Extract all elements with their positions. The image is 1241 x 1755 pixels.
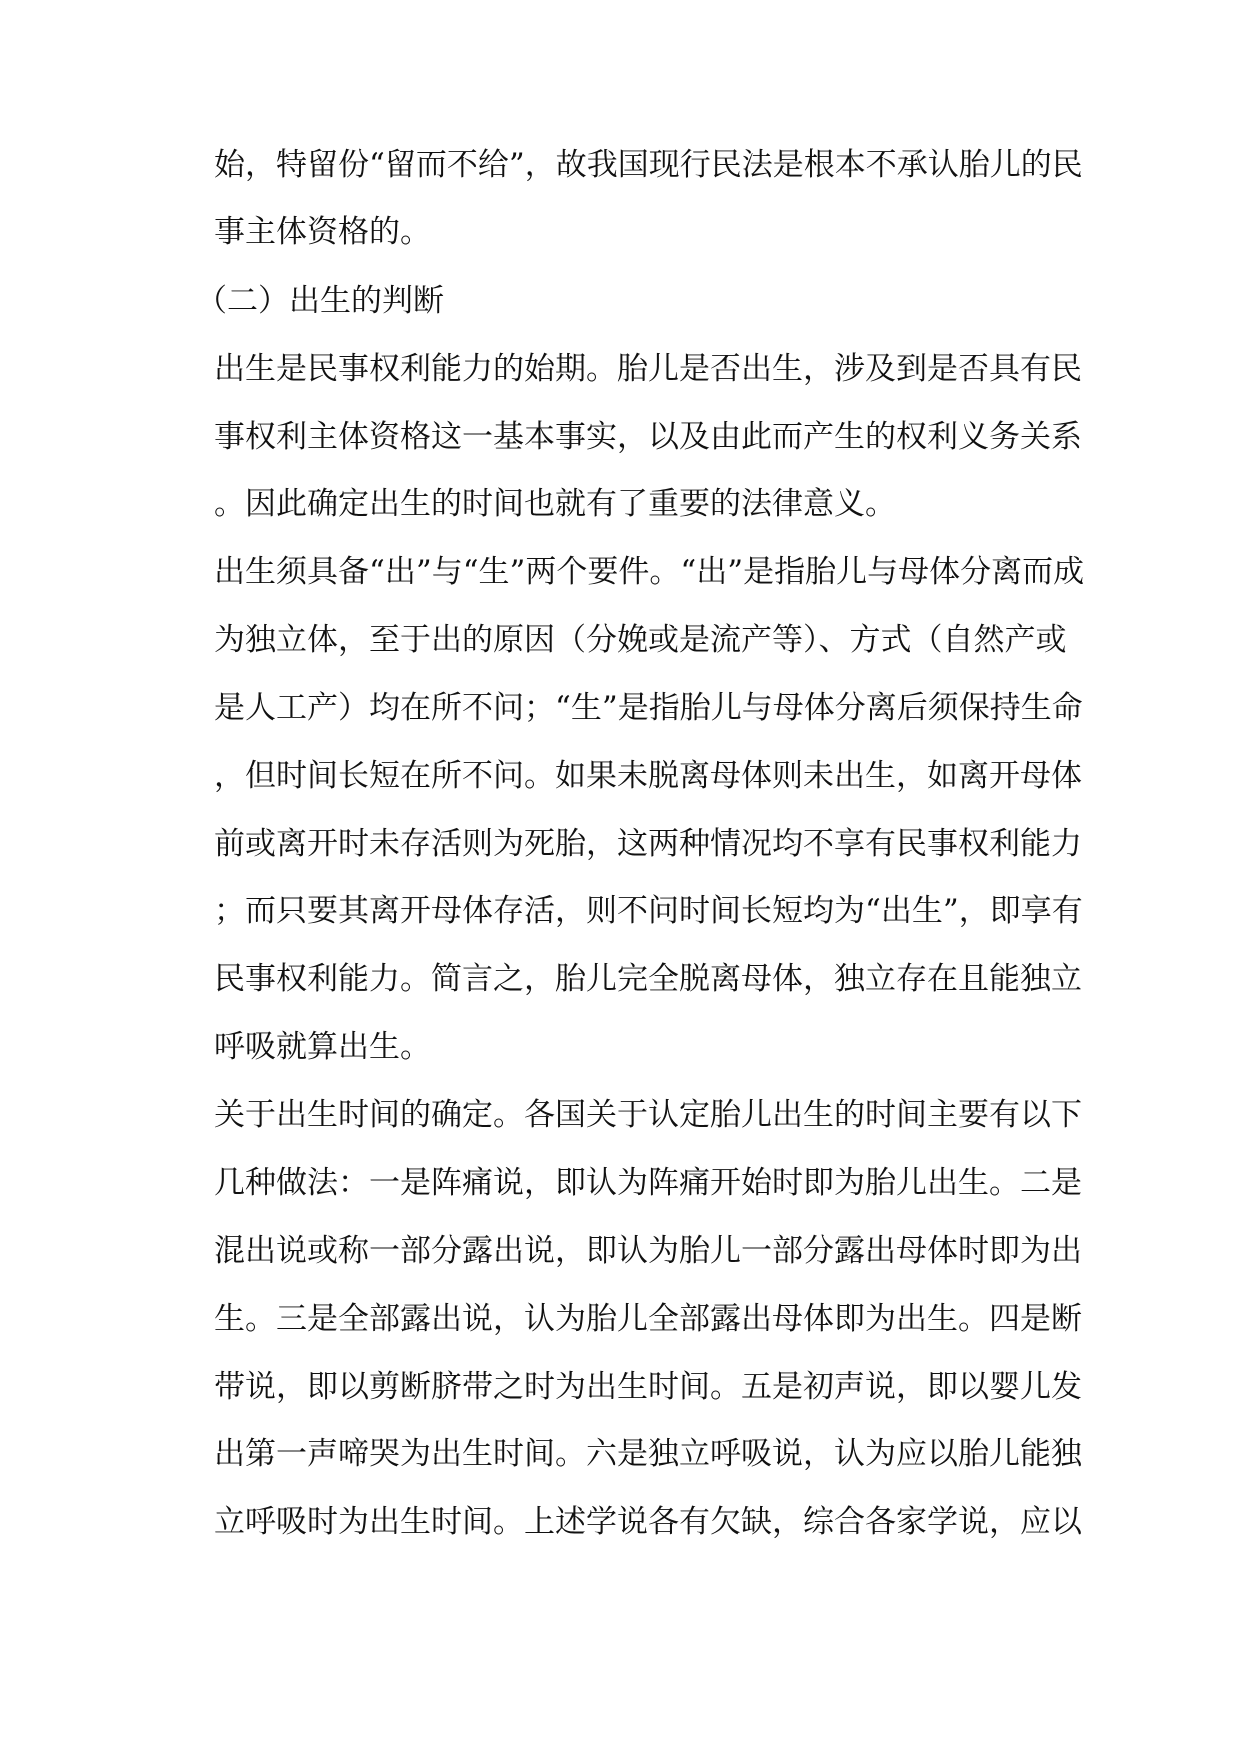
text-line: 始，特留份“留而不给”，故我国现行民法是根本不承认胎儿的民	[214, 147, 1083, 183]
text-line: 事主体资格的。	[214, 214, 431, 250]
text-line: 几种做法：一是阵痛说，即认为阵痛开始时即为胎儿出生。二是	[214, 1165, 1082, 1201]
text-line: 是人工产）均在所不问；“生”是指胎儿与母体分离后须保持生命	[214, 690, 1083, 726]
text-line: 出第一声啼哭为出生时间。六是独立呼吸说，认为应以胎儿能独	[214, 1436, 1082, 1472]
text-line: ，但时间长短在所不问。如果未脱离母体则未出生，如离开母体	[214, 758, 1082, 794]
text-line: 事权利主体资格这一基本事实，以及由此而产生的权利义务关系	[214, 419, 1082, 455]
text-line: 出生须具备“出”与“生”两个要件。“出”是指胎儿与母体分离而成	[214, 554, 1085, 590]
text-line: 关于出生时间的确定。各国关于认定胎儿出生的时间主要有以下	[214, 1097, 1082, 1133]
text-line: 出生是民事权利能力的始期。胎儿是否出生，涉及到是否具有民	[214, 351, 1082, 387]
text-line: 带说，即以剪断脐带之时为出生时间。五是初声说，即以婴儿发	[214, 1369, 1082, 1405]
text-line: 生。三是全部露出说，认为胎儿全部露出母体即为出生。四是断	[214, 1301, 1082, 1337]
text-line: ；而只要其离开母体存活，则不问时间长短均为“出生”，即享有	[214, 893, 1083, 929]
section-heading: （二）出生的判断	[196, 283, 444, 319]
text-line: 民事权利能力。简言之，胎儿完全脱离母体，独立存在且能独立	[214, 961, 1082, 997]
text-line: 呼吸就算出生。	[214, 1029, 431, 1065]
text-line: 前或离开时未存活则为死胎，这两种情况均不享有民事权利能力	[214, 826, 1082, 862]
text-line: 混出说或称一部分露出说，即认为胎儿一部分露出母体时即为出	[214, 1233, 1082, 1269]
text-line: 。因此确定出生的时间也就有了重要的法律意义。	[214, 486, 896, 522]
text-line: 为独立体，至于出的原因（分娩或是流产等）、方式（自然产或	[214, 622, 1067, 658]
text-line: 立呼吸时为出生时间。上述学说各有欠缺，综合各家学说，应以	[214, 1504, 1082, 1540]
